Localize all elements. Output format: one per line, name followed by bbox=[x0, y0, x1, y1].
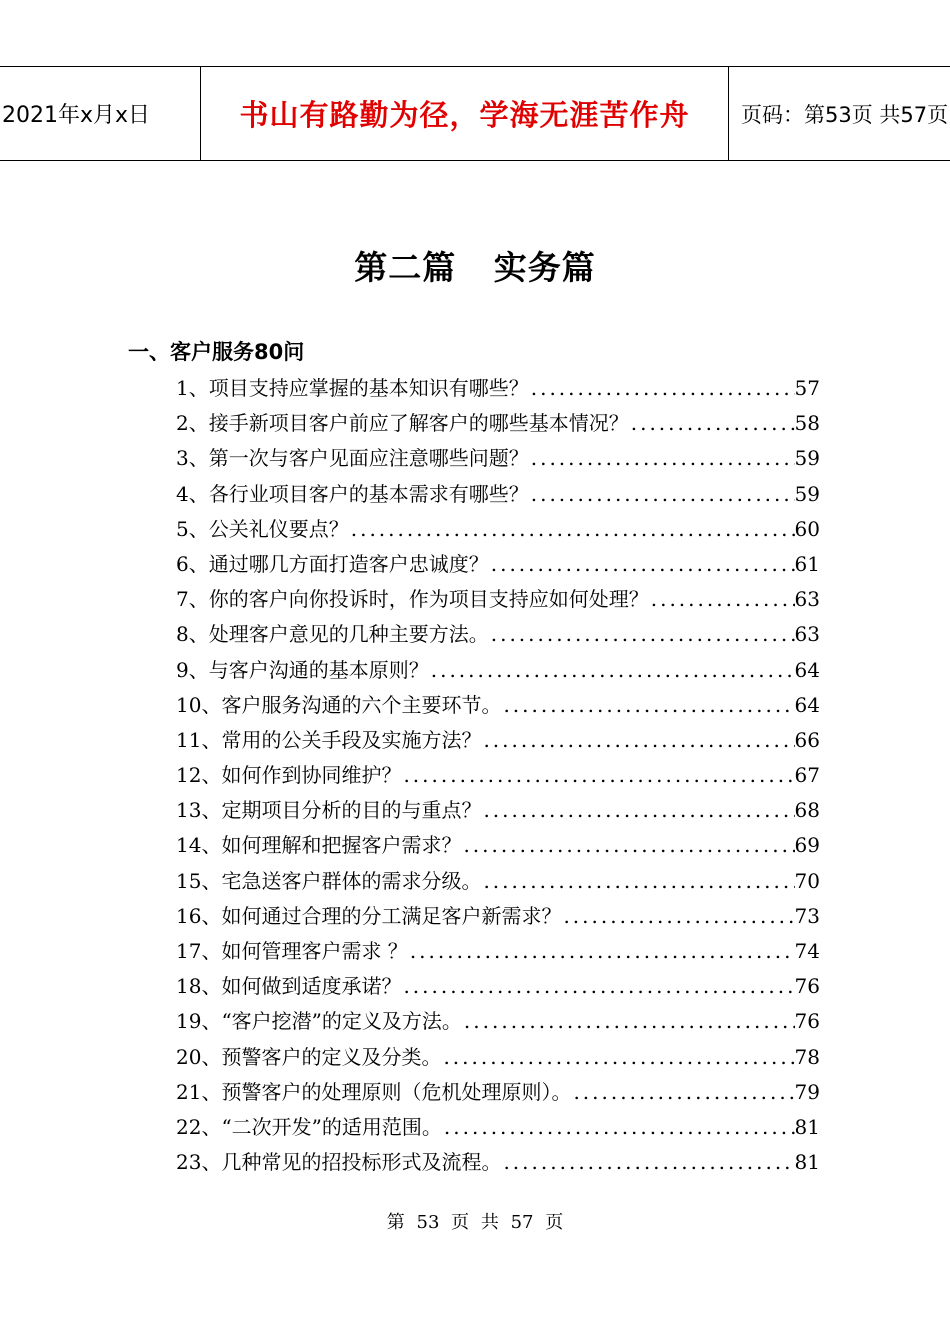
toc-item[interactable] bbox=[176, 1040, 820, 1075]
toc-item[interactable] bbox=[176, 899, 820, 934]
toc-item[interactable] bbox=[176, 441, 820, 476]
header-page-info: 页码：第53页 共57页 bbox=[741, 102, 949, 127]
toc-leader-dots bbox=[462, 1004, 795, 1039]
toc-item-label: 17、如何管理客户需求 ？ bbox=[176, 939, 408, 963]
toc-item-page: 76 bbox=[794, 1009, 820, 1034]
toc-item-label: 7、你的客户向你投诉时，作为项目支持应如何处理？ bbox=[176, 587, 649, 612]
toc-leader-dots bbox=[349, 512, 795, 547]
toc-item-label: 1、项目支持应掌握的基本知识有哪些？ bbox=[176, 376, 529, 400]
toc-item-page: 73 bbox=[794, 903, 820, 928]
toc-item-label: 4、各行业项目客户的基本需求有哪些？ bbox=[176, 481, 529, 506]
toc-item[interactable] bbox=[176, 864, 820, 899]
toc-item-page: 70 bbox=[794, 868, 820, 893]
toc-item-label: 12、如何作到协同维护？ bbox=[176, 763, 402, 788]
toc-item-page: 67 bbox=[794, 763, 820, 788]
toc-item[interactable] bbox=[176, 406, 820, 441]
toc-leader-dots bbox=[489, 547, 795, 582]
toc-item-label: 9、与客户沟通的基本原则？ bbox=[176, 657, 429, 682]
toc-item-page: 63 bbox=[794, 587, 820, 612]
toc-item[interactable] bbox=[176, 547, 820, 582]
toc-item[interactable] bbox=[176, 371, 820, 406]
page-header bbox=[0, 66, 950, 161]
toc-item-label: 3、第一次与客户见面应注意哪些问题？ bbox=[176, 446, 529, 471]
toc-item[interactable] bbox=[176, 1110, 820, 1145]
toc-leader-dots bbox=[571, 1075, 794, 1110]
toc-item-page: 68 bbox=[794, 798, 820, 823]
toc-item-page: 64 bbox=[794, 692, 820, 717]
toc-leader-dots bbox=[529, 477, 795, 512]
toc-item-page: 81 bbox=[794, 1150, 820, 1175]
toc-item-page: 74 bbox=[794, 939, 820, 963]
toc-leader-dots bbox=[401, 969, 794, 1004]
toc-leader-dots bbox=[561, 899, 794, 934]
toc-item[interactable] bbox=[176, 934, 820, 969]
toc-leader-dots bbox=[401, 758, 794, 793]
toc-leader-dots bbox=[442, 1110, 795, 1145]
toc-item-page: 76 bbox=[794, 974, 820, 999]
toc-item-page: 66 bbox=[794, 727, 820, 752]
toc-item[interactable] bbox=[176, 653, 820, 688]
toc-item-page: 63 bbox=[794, 622, 820, 647]
toc-leader-dots bbox=[481, 864, 794, 899]
document-title: 第二篇 实务篇 bbox=[354, 248, 596, 287]
toc-item-page: 57 bbox=[794, 376, 820, 400]
toc-item-page: 81 bbox=[794, 1114, 820, 1139]
toc-item-label: 21、预警客户的处理原则（危机处理原则）。 bbox=[176, 1079, 572, 1104]
toc-item-label: 16、如何通过合理的分工满足客户新需求？ bbox=[176, 903, 562, 928]
section-heading: 一、客户服务80问 bbox=[128, 340, 305, 364]
toc-item[interactable] bbox=[176, 617, 820, 652]
toc-item-label: 2、接手新项目客户前应了解客户的哪些基本情况？ bbox=[176, 411, 629, 436]
toc-leader-dots bbox=[501, 1145, 794, 1180]
toc-leader-dots bbox=[481, 723, 794, 758]
toc-item-page: 79 bbox=[794, 1079, 820, 1104]
toc-leader-dots bbox=[481, 793, 794, 828]
toc-item[interactable] bbox=[176, 723, 820, 758]
toc-item-label: 11、常用的公关手段及实施方法？ bbox=[176, 727, 482, 752]
toc-item-label: 8、处理客户意见的几种主要方法。 bbox=[176, 622, 489, 647]
toc-leader-dots bbox=[489, 617, 795, 652]
toc-item-label: 5、公关礼仪要点？ bbox=[176, 516, 349, 541]
toc-item-label: 18、如何做到适度承诺？ bbox=[176, 974, 402, 999]
toc-item-page: 58 bbox=[794, 411, 820, 436]
toc-item[interactable] bbox=[176, 688, 820, 723]
toc-item[interactable] bbox=[176, 582, 820, 617]
toc-item-label: 14、如何理解和把握客户需求？ bbox=[176, 833, 462, 858]
toc-leader-dots bbox=[441, 1040, 794, 1075]
toc-leader-dots bbox=[429, 653, 795, 688]
toc-item-label: 20、预警客户的定义及分类。 bbox=[176, 1044, 442, 1069]
toc-leader-dots bbox=[629, 406, 795, 441]
toc-item[interactable] bbox=[176, 477, 820, 512]
toc-item-page: 59 bbox=[794, 481, 820, 506]
toc-item[interactable] bbox=[176, 1075, 820, 1110]
toc-leader-dots bbox=[501, 688, 794, 723]
toc-item-page: 60 bbox=[794, 516, 820, 541]
toc-item-label: 22、“二次开发”的适用范围。 bbox=[176, 1114, 442, 1139]
toc-item-page: 64 bbox=[794, 657, 820, 682]
table-of-contents bbox=[176, 371, 820, 1180]
toc-item-label: 19、“客户挖潜”的定义及方法。 bbox=[176, 1009, 462, 1034]
toc-item-label: 6、通过哪几方面打造客户忠诚度？ bbox=[176, 551, 489, 576]
toc-item-label: 23、几种常见的招投标形式及流程。 bbox=[176, 1150, 502, 1175]
toc-item-page: 69 bbox=[794, 833, 820, 858]
toc-item-label: 10、客户服务沟通的六个主要环节。 bbox=[176, 692, 502, 717]
toc-item-label: 13、定期项目分析的目的与重点？ bbox=[176, 798, 482, 823]
toc-item[interactable] bbox=[176, 1145, 820, 1180]
toc-item[interactable] bbox=[176, 758, 820, 793]
toc-item[interactable] bbox=[176, 1004, 820, 1039]
header-date: 2021年x月x日 bbox=[0, 67, 201, 160]
toc-leader-dots bbox=[408, 934, 795, 969]
toc-item-page: 59 bbox=[794, 446, 820, 471]
toc-item-page: 78 bbox=[794, 1044, 820, 1069]
page-footer: 第 53 页 共 57 页 bbox=[386, 1212, 564, 1233]
toc-leader-dots bbox=[529, 371, 795, 406]
toc-leader-dots bbox=[649, 582, 795, 617]
toc-item[interactable] bbox=[176, 828, 820, 863]
header-motto: 书山有路勤为径，学海无涯苦作舟 bbox=[201, 67, 729, 160]
toc-item-label: 15、宅急送客户群体的需求分级。 bbox=[176, 868, 482, 893]
toc-item[interactable] bbox=[176, 512, 820, 547]
toc-leader-dots bbox=[461, 828, 794, 863]
toc-item[interactable] bbox=[176, 793, 820, 828]
toc-item[interactable] bbox=[176, 969, 820, 1004]
toc-leader-dots bbox=[529, 441, 795, 476]
toc-item-page: 61 bbox=[794, 551, 820, 576]
